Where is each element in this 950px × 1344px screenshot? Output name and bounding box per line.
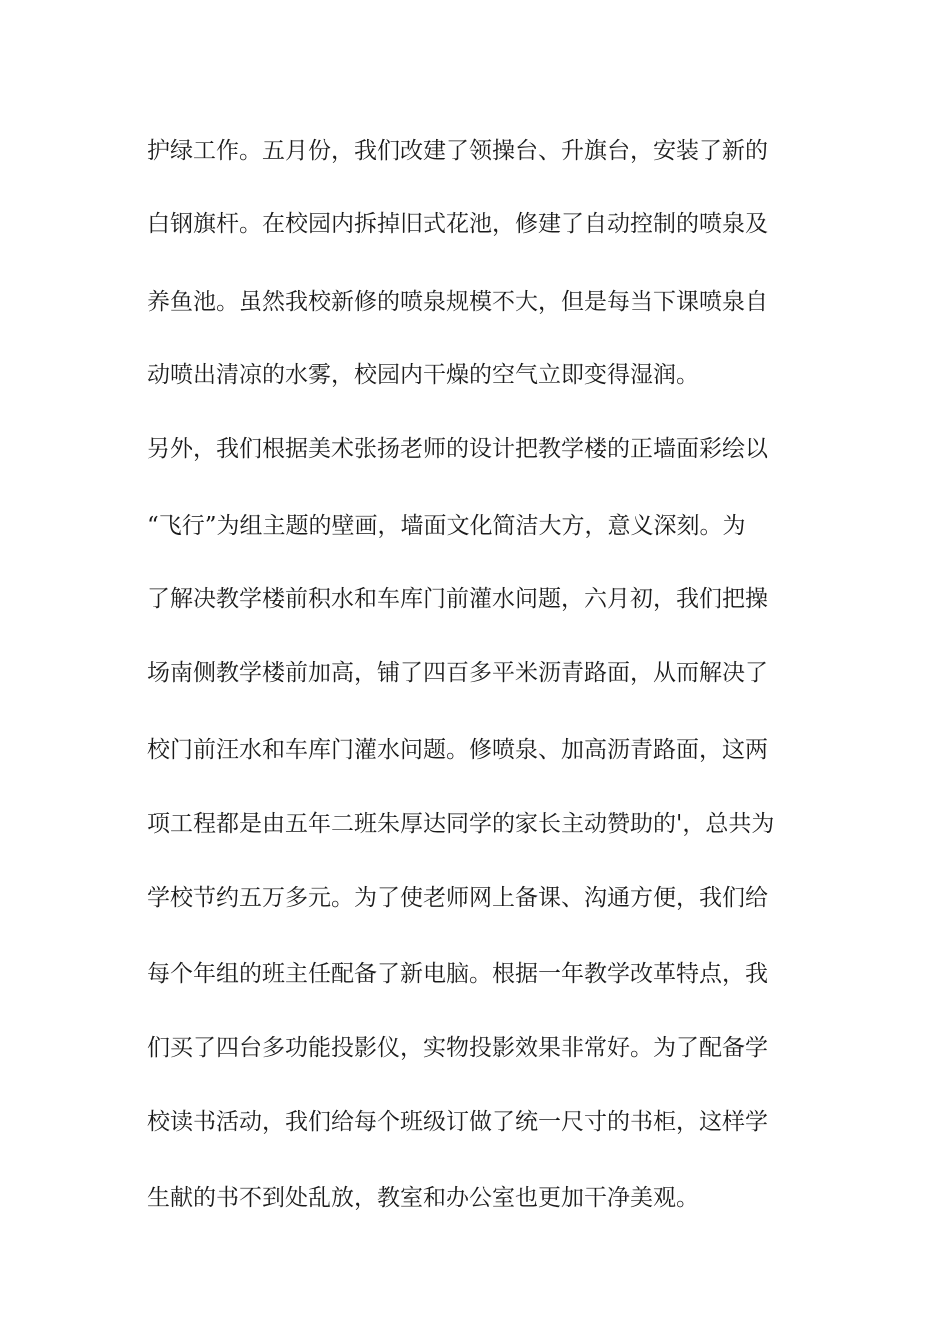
text-line: 动喷出清凉的水雾，校园内干燥的空气立即变得湿润。 [147,362,699,388]
text-line: 另外，我们根据美术张扬老师的设计把教学楼的正墙面彩绘以 [147,436,768,462]
text-line: 项工程都是由五年二班朱厚达同学的家长主动赞助的'，总共为 [147,811,775,837]
text-line: 护绿工作。五月份，我们改建了领操台、升旗台，安装了新的 [147,138,768,164]
text-line: 学校节约五万多元。为了使老师网上备课、沟通方便，我们给 [147,885,768,911]
text-line: “飞行”为组主题的壁画，墙面文化简洁大方，意义深刻。为 [147,513,746,539]
text-line: 场南侧教学楼前加高，铺了四百多平米沥青路面，从而解决了 [147,660,768,686]
text-line: 校门前汪水和车库门灌水问题。修喷泉、加高沥青路面，这两 [147,737,768,763]
text-line: 白钢旗杆。在校园内拆掉旧式花池，修建了自动控制的喷泉及 [147,211,768,237]
text-line: 了解决教学楼前积水和车库门前灌水问题，六月初，我们把操 [147,586,768,612]
text-line: 生献的书不到处乱放，教室和办公室也更加干净美观。 [147,1185,699,1211]
text-line: 校读书活动，我们给每个班级订做了统一尺寸的书柜，这样学 [147,1109,768,1135]
text-line: 每个年组的班主任配备了新电脑。根据一年教学改革特点，我 [147,961,768,987]
text-line: 养鱼池。虽然我校新修的喷泉规模不大，但是每当下课喷泉自 [147,289,768,315]
text-line: 们买了四台多功能投影仪，实物投影效果非常好。为了配备学 [147,1035,768,1061]
